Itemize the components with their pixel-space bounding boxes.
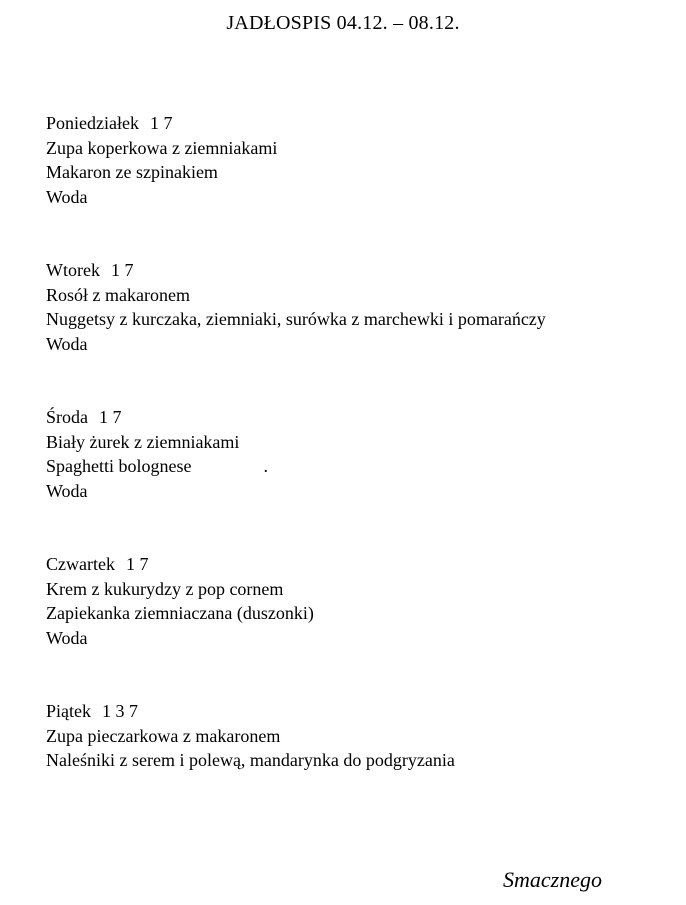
allergen-codes: 1 7	[110, 260, 134, 280]
day-heading	[46, 552, 314, 577]
day-thursday	[46, 552, 314, 650]
day-heading	[46, 111, 277, 136]
day-name: Wtorek	[46, 260, 100, 280]
allergen-codes: 1 7	[125, 554, 149, 574]
menu-item: Naleśniki z serem i polewą, mandarynka do podgryzania	[46, 750, 455, 770]
menu-item: Zupa pieczarkowa z makaronem	[46, 725, 281, 746]
day-friday	[46, 699, 455, 773]
day-tuesday	[46, 258, 546, 356]
stray-mark: .	[263, 456, 268, 476]
day-heading	[46, 699, 455, 724]
menu-item: Zapiekanka ziemniaczana (duszonki)	[46, 603, 314, 623]
closing-text: Smacznego	[503, 867, 602, 892]
day-monday	[46, 111, 277, 209]
allergen-codes: 1 7	[99, 407, 122, 427]
menu-item: Biały żurek z ziemniakami	[46, 431, 240, 452]
menu-item-text: Spaghetti bolognese	[46, 456, 192, 476]
menu-item: Krem z kukurydzy z pop cornem	[46, 578, 284, 599]
menu-item: Woda	[46, 480, 88, 501]
menu-item: Nuggetsy z kurczaka, ziemniaki, surówka z marchewki i pomarańczy	[46, 309, 546, 329]
menu-item: Zupa koperkowa z ziemniakami	[46, 137, 278, 158]
day-heading	[46, 258, 546, 283]
day-name: Piątek	[46, 701, 91, 721]
menu-item: Rosół z makaronem	[46, 284, 190, 305]
day-heading	[46, 405, 268, 430]
allergen-codes: 1 7	[149, 113, 173, 133]
allergen-codes: 1 3 7	[102, 701, 138, 721]
menu-item: Makaron ze szpinakiem	[46, 162, 218, 182]
menu-item: Woda	[46, 627, 88, 648]
menu-item: Woda	[46, 333, 88, 354]
day-wednesday	[46, 405, 268, 503]
day-name: Środa	[46, 407, 88, 427]
day-name: Poniedziałek	[46, 113, 139, 133]
day-name: Czwartek	[46, 554, 115, 574]
menu-item: Woda	[46, 186, 88, 207]
menu-item	[46, 454, 268, 479]
page-title: JADŁOSPIS 04.12. – 08.12.	[226, 12, 460, 34]
